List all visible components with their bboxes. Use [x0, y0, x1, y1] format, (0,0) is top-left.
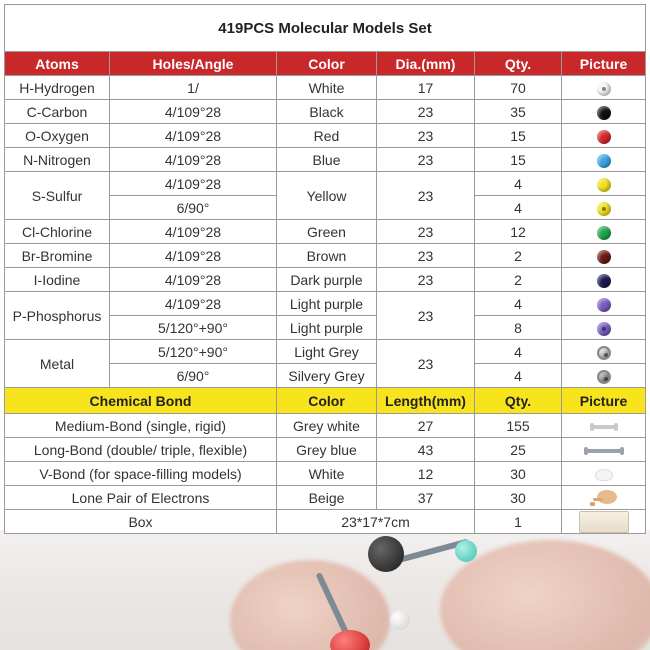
table-row [5, 172, 646, 196]
atom-name: Cl-Chlorine [5, 220, 110, 244]
bond-qty: 30 [475, 486, 562, 510]
box-icon [579, 511, 629, 533]
atom-diameter: 23 [377, 292, 475, 340]
header-chemical-bond: Chemical Bond [5, 388, 277, 414]
atom-name: Metal [5, 340, 110, 388]
atom-holes: 5/120°+90° [110, 340, 277, 364]
atom-qty: 4 [475, 292, 562, 316]
atom-qty: 2 [475, 268, 562, 292]
atom-qty: 4 [475, 364, 562, 388]
bond-name: V-Bond (for space-filling models) [5, 462, 277, 486]
atom-holes: 4/109°28 [110, 124, 277, 148]
box-label: Box [5, 510, 277, 534]
atom-color: Yellow [277, 172, 377, 220]
atoms-header-row [5, 52, 646, 76]
hydrogen-ball-icon [597, 82, 611, 96]
atom-holes: 4/109°28 [110, 172, 277, 196]
table-row [5, 486, 646, 510]
header-bond-qty: Qty. [475, 388, 562, 414]
table-row [5, 76, 646, 100]
atom-qty: 8 [475, 316, 562, 340]
carbon-ball-icon [597, 106, 611, 120]
bond-length: 27 [377, 414, 475, 438]
phosphorus-ball-icon [597, 298, 611, 312]
atom-qty: 15 [475, 124, 562, 148]
bond-color: Grey blue [277, 438, 377, 462]
atom-color: Light Grey [277, 340, 377, 364]
atom-diameter: 23 [377, 148, 475, 172]
atom-qty: 15 [475, 148, 562, 172]
atom-name: Br-Bromine [5, 244, 110, 268]
table-row [5, 124, 646, 148]
atom-name: N-Nitrogen [5, 148, 110, 172]
bond-name: Lone Pair of Electrons [5, 486, 277, 510]
atom-qty: 4 [475, 172, 562, 196]
header-diameter: Dia.(mm) [377, 52, 475, 76]
metal-ball-icon [597, 346, 611, 360]
atom-name: I-Iodine [5, 268, 110, 292]
table-row [5, 438, 646, 462]
chlorine-ball-icon [597, 226, 611, 240]
atom-diameter: 23 [377, 124, 475, 148]
atom-diameter: 23 [377, 220, 475, 244]
atom-holes: 4/109°28 [110, 220, 277, 244]
lone-pair-icon [589, 489, 619, 507]
bond-color: Beige [277, 486, 377, 510]
phosphorus-ball-icon [597, 322, 611, 336]
atom-color: White [277, 76, 377, 100]
atom-color: Light purple [277, 292, 377, 316]
table-row [5, 244, 646, 268]
atom-holes: 6/90° [110, 364, 277, 388]
table-title: 419PCS Molecular Models Set [5, 5, 646, 52]
v-bond-icon [595, 469, 613, 481]
bond-length: 43 [377, 438, 475, 462]
oxygen-ball-icon [597, 130, 611, 144]
atom-name: S-Sulfur [5, 172, 110, 220]
atom-diameter: 23 [377, 244, 475, 268]
bond-length: 12 [377, 462, 475, 486]
atom-color: Red [277, 124, 377, 148]
table-row [5, 462, 646, 486]
bromine-ball-icon [597, 250, 611, 264]
bond-qty: 30 [475, 462, 562, 486]
bond-qty: 155 [475, 414, 562, 438]
atom-name: C-Carbon [5, 100, 110, 124]
box-size: 23*17*7cm [277, 510, 475, 534]
atom-holes: 5/120°+90° [110, 316, 277, 340]
table-row [5, 100, 646, 124]
header-qty: Qty. [475, 52, 562, 76]
header-length: Length(mm) [377, 388, 475, 414]
atom-diameter: 23 [377, 100, 475, 124]
bond-color: White [277, 462, 377, 486]
metal-ball-icon [597, 370, 611, 384]
atom-qty: 35 [475, 100, 562, 124]
table-row [5, 220, 646, 244]
atom-holes: 4/109°28 [110, 292, 277, 316]
atom-holes: 4/109°28 [110, 268, 277, 292]
table-row [5, 148, 646, 172]
atom-qty: 4 [475, 196, 562, 220]
table-row [5, 292, 646, 316]
background-photo [0, 530, 650, 650]
atom-holes: 4/109°28 [110, 100, 277, 124]
table-row [5, 510, 646, 534]
atom-diameter: 23 [377, 172, 475, 220]
nitrogen-ball-icon [597, 154, 611, 168]
atom-name: O-Oxygen [5, 124, 110, 148]
atom-color: Light purple [277, 316, 377, 340]
atom-color: Green [277, 220, 377, 244]
table-row [5, 268, 646, 292]
sulfur-ball-icon [597, 202, 611, 216]
atom-qty: 2 [475, 244, 562, 268]
long-bond-icon [584, 449, 624, 453]
atom-name: P-Phosphorus [5, 292, 110, 340]
atom-diameter: 23 [377, 340, 475, 388]
atom-color: Dark purple [277, 268, 377, 292]
atom-holes: 6/90° [110, 196, 277, 220]
atom-holes: 1/ [110, 76, 277, 100]
atom-holes: 4/109°28 [110, 148, 277, 172]
header-picture: Picture [562, 52, 646, 76]
atom-diameter: 17 [377, 76, 475, 100]
atom-name: H-Hydrogen [5, 76, 110, 100]
table-row [5, 414, 646, 438]
iodine-ball-icon [597, 274, 611, 288]
bonds-header-row [5, 388, 646, 414]
bond-qty: 25 [475, 438, 562, 462]
atom-holes: 4/109°28 [110, 244, 277, 268]
bond-color: Grey white [277, 414, 377, 438]
header-color: Color [277, 52, 377, 76]
atom-qty: 4 [475, 340, 562, 364]
atom-color: Black [277, 100, 377, 124]
atom-color: Blue [277, 148, 377, 172]
header-bond-color: Color [277, 388, 377, 414]
models-table [4, 4, 646, 534]
atom-color: Silvery Grey [277, 364, 377, 388]
medium-bond-icon [590, 425, 618, 429]
sulfur-ball-icon [597, 178, 611, 192]
box-qty: 1 [475, 510, 562, 534]
atom-qty: 70 [475, 76, 562, 100]
atom-color: Brown [277, 244, 377, 268]
bond-name: Long-Bond (double/ triple, flexible) [5, 438, 277, 462]
atom-qty: 12 [475, 220, 562, 244]
header-holes-angle: Holes/Angle [110, 52, 277, 76]
table-row [5, 340, 646, 364]
atom-diameter: 23 [377, 268, 475, 292]
bond-length: 37 [377, 486, 475, 510]
header-atoms: Atoms [5, 52, 110, 76]
bond-name: Medium-Bond (single, rigid) [5, 414, 277, 438]
header-bond-picture: Picture [562, 388, 646, 414]
